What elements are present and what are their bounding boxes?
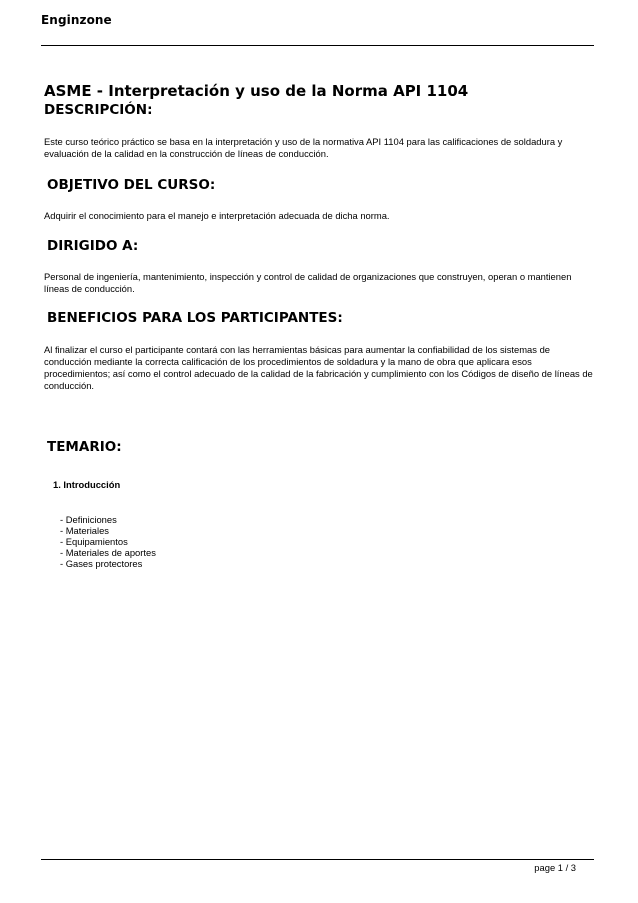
section-heading-temario: TEMARIO:	[47, 439, 122, 455]
list-item: - Definiciones	[60, 514, 594, 525]
temario-topic-title: 1. Introducción	[53, 479, 121, 490]
list-item: - Materiales	[60, 525, 594, 536]
footer-divider	[41, 859, 594, 860]
section-heading-descripcion: DESCRIPCIÓN:	[44, 102, 153, 118]
header-divider	[41, 45, 594, 46]
list-item: - Materiales de aportes	[60, 547, 594, 558]
document-title: ASME - Interpretación y uso de la Norma API 1104	[44, 82, 469, 100]
section-text-descripcion: Este curso teórico práctico se basa en la interpretación y uso de la normativa API 1104 para las calificaciones de soldadura y evaluación de la calidad en la construcción de líneas de conducción.	[44, 136, 563, 159]
site-name: Enginzone	[41, 13, 112, 27]
page-number: page 1 / 3	[534, 862, 576, 873]
list-item: - Equipamientos	[60, 536, 594, 547]
section-text-objetivo: Adquirir el conocimiento para el manejo e interpretación adecuada de dicha norma.	[44, 210, 390, 221]
section-text-dirigido: Personal de ingeniería, mantenimiento, inspección y control de calidad de organizaciones que construyen, operan o mantienen líneas de conducción.	[44, 271, 572, 294]
document-body	[44, 81, 594, 569]
temario-topic-list	[60, 514, 594, 569]
list-item: - Gases protectores	[60, 558, 594, 569]
section-heading-dirigido: DIRIGIDO A:	[47, 238, 139, 254]
section-heading-beneficios: BENEFICIOS PARA LOS PARTICIPANTES:	[47, 310, 343, 326]
section-text-beneficios: Al finalizar el curso el participante contará con las herramientas básicas para aumentar la confiabilidad de los sistemas de conducción mediante la correcta calificación de los procedimientos de soldadura y la mano de obra que aplicara esos procedimientos; así como el control adecuado de la calidad de la fabricación y cumplimiento con los Códigos de diseño de líneas de conducción.	[44, 344, 593, 391]
section-heading-objetivo: OBJETIVO DEL CURSO:	[47, 177, 216, 193]
